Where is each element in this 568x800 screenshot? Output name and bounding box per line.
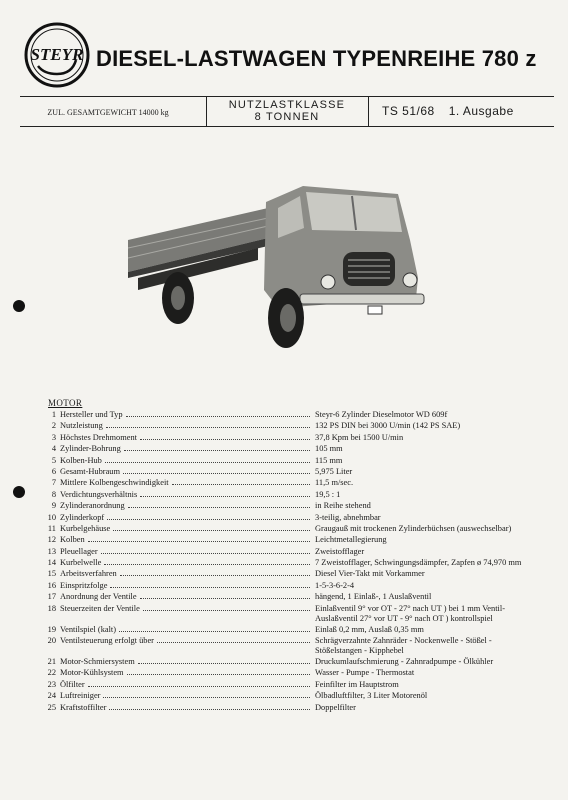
spec-label: Einspritzfolge [60, 580, 108, 590]
spec-row [40, 679, 560, 690]
spec-number: 17 [47, 592, 56, 602]
spec-label: Verdichtungsverhältnis [60, 489, 138, 499]
spec-row [40, 624, 560, 635]
ts-number: TS 51/68 [382, 104, 435, 118]
spec-number: 12 [47, 535, 56, 545]
spec-number: 21 [47, 657, 56, 667]
spec-label: Kurbelgehäuse [60, 523, 111, 533]
spec-label: Motor-Kühlsystem [60, 668, 124, 678]
spec-number: 22 [47, 668, 56, 678]
spec-label: Arbeitsverfahren [60, 569, 117, 579]
spec-value-continued: Auslaßventil 27° vor UT - 9° nach OT ) kontrollspiel [315, 613, 493, 623]
header-rule-bottom [20, 126, 554, 127]
spec-label: Gesamt-Hubraum [60, 466, 121, 476]
spec-value-continued: Stößelstangen - Kipphebel [315, 646, 404, 656]
spec-row [40, 500, 560, 511]
leader-dots [110, 587, 310, 588]
spec-value: Druckumlaufschmierung - Zahnradpumpe - Ölkühler [315, 657, 494, 667]
spec-row [40, 557, 560, 568]
spec-label: Kolben [60, 535, 85, 545]
punch-hole [13, 486, 25, 498]
leader-dots [143, 610, 310, 611]
leader-dots [113, 530, 310, 531]
spec-row [40, 534, 560, 545]
spec-value: 11,5 m/sec. [315, 478, 354, 488]
spec-value: Zweistofflager [315, 546, 365, 556]
payload-class-title: NUTZLASTKLASSE [228, 99, 346, 111]
spec-number: 14 [47, 558, 56, 568]
spec-number: 18 [47, 603, 56, 613]
spec-list [40, 409, 560, 713]
spec-row [40, 443, 560, 454]
spec-value: Einlaßventil 9° vor OT - 27° nach UT ) bei 1 mm Ventil- [315, 603, 505, 613]
leader-dots [126, 416, 310, 417]
spec-label: Höchstes Drehmoment [60, 432, 137, 442]
spec-value: Steyr-6 Zylinder Dieselmotor WD 609f [315, 410, 448, 419]
spec-number: 25 [47, 702, 56, 712]
spec-number: 13 [47, 546, 56, 556]
spec-number: 9 [51, 501, 56, 511]
spec-value: 37,8 Kpm bei 1500 U/min [315, 432, 404, 442]
spec-value: Graugauß mit trockenen Zylinderbüchsen (auswechselbar) [315, 523, 512, 533]
spec-label: Luftreiniger [60, 691, 101, 701]
leader-dots [107, 519, 310, 520]
spec-value: 5,975 Liter [315, 466, 353, 476]
leader-dots [140, 439, 310, 440]
punch-hole [13, 300, 25, 312]
spec-number: 7 [51, 478, 56, 488]
spec-value: Feinfilter im Hauptstrom [315, 679, 399, 689]
leader-dots [157, 642, 310, 643]
spec-value: Leichtmetallegierung [315, 535, 387, 545]
spec-label: Mittlere Kolbengeschwindigkeit [60, 478, 169, 488]
spec-row [40, 690, 560, 701]
spec-value: 19,5 : 1 [315, 489, 341, 499]
spec-number: 19 [47, 624, 56, 634]
spec-value: Schrägverzahnte Zahnräder - Nockenwelle - Stößel - [315, 636, 492, 646]
spec-row [40, 409, 560, 420]
spec-label: Zylinderanordnung [60, 501, 125, 511]
spec-row [40, 603, 560, 624]
spec-row [40, 477, 560, 488]
spec-row [40, 512, 560, 523]
spec-row [40, 523, 560, 534]
spec-value: Ölbadluftfilter, 3 Liter Motorenöl [315, 691, 428, 701]
spec-row [40, 591, 560, 602]
spec-value: 132 PS DIN bei 3000 U/min (142 PS SAE) [315, 421, 461, 431]
spec-value: 3-teilig, abnehmbar [315, 512, 381, 522]
spec-row [40, 580, 560, 591]
leader-dots [88, 686, 310, 687]
spec-number: 2 [51, 421, 56, 431]
spec-label: Steuerzeiten der Ventile [60, 603, 140, 613]
leader-dots [127, 674, 310, 675]
steyr-logo [24, 22, 90, 88]
spec-row [40, 432, 560, 443]
spec-value: 115 mm [315, 455, 343, 465]
truck-photo [128, 180, 428, 360]
spec-number: 15 [47, 569, 56, 579]
spec-label: Motor-Schmiersystem [60, 657, 135, 667]
gross-weight-label: ZUL. GESAMTGEWICHT 14000 kg [47, 107, 169, 117]
leader-dots [128, 507, 310, 508]
leader-dots [105, 462, 310, 463]
spec-label: Kurbelwelle [60, 558, 102, 568]
spec-number: 5 [51, 455, 56, 465]
spec-row [40, 489, 560, 500]
ts-info [382, 97, 542, 125]
spec-number: 4 [51, 444, 56, 454]
spec-number: 1 [51, 410, 56, 419]
spec-value: 1-5-3-6-2-4 [315, 580, 355, 590]
spec-label: Hersteller und Typ [60, 410, 123, 419]
spec-number: 8 [51, 489, 56, 499]
leader-dots [140, 598, 310, 599]
leader-dots [109, 709, 310, 710]
spec-label: Zylinderkopf [60, 512, 105, 522]
spec-number: 3 [51, 432, 56, 442]
spec-row [40, 656, 560, 667]
spec-row [40, 702, 560, 713]
leader-dots [104, 564, 310, 565]
spec-value: Doppelfilter [315, 702, 356, 712]
spec-label: Nutzleistung [60, 421, 103, 431]
leader-dots [101, 553, 310, 554]
leader-dots [119, 631, 310, 632]
divider [368, 97, 369, 127]
spec-number: 6 [51, 466, 56, 476]
spec-label: Zylinder-Bohrung [60, 444, 121, 454]
spec-number: 10 [47, 512, 56, 522]
spec-row [40, 568, 560, 579]
spec-row [40, 466, 560, 477]
leader-dots [140, 496, 310, 497]
leader-dots [103, 697, 310, 698]
spec-label: Anordnung der Ventile [60, 592, 137, 602]
leader-dots [106, 427, 310, 428]
spec-number: 24 [47, 691, 56, 701]
spec-number: 20 [47, 636, 56, 646]
spec-number: 23 [47, 679, 56, 689]
spec-number: 11 [47, 523, 56, 533]
spec-label: Kolben-Hub [60, 455, 102, 465]
leader-dots [172, 484, 310, 485]
spec-row [40, 635, 560, 656]
spec-row [40, 546, 560, 557]
edition-label: 1. Ausgabe [448, 104, 514, 118]
leader-dots [124, 450, 310, 451]
spec-value: hängend, 1 Einlaß-, 1 Auslaßventil [315, 592, 432, 602]
divider [206, 97, 207, 127]
leader-dots [138, 663, 310, 664]
spec-row [40, 455, 560, 466]
spec-value: Wasser - Pumpe - Thermostat [315, 668, 415, 678]
spec-label: Kraftstoffilter [60, 702, 107, 712]
spec-value: Einlaß 0,2 mm, Auslaß 0,35 mm [315, 624, 424, 634]
spec-value: Diesel Vier-Takt mit Vorkammer [315, 569, 425, 579]
spec-value: 105 mm [315, 444, 343, 454]
spec-label: Ölfilter [60, 679, 85, 689]
page-title: DIESEL-LASTWAGEN TYPENREIHE 780 z [96, 46, 537, 71]
spec-number: 16 [47, 580, 56, 590]
spec-value: in Reihe stehend [315, 501, 371, 511]
spec-label: Ventilspiel (kalt) [60, 624, 117, 634]
logo-text: STEYR [30, 45, 84, 64]
section-title-motor: MOTOR [48, 398, 83, 408]
leader-dots [120, 575, 310, 576]
spec-value: 7 Zweistofflager, Schwingungsdämpfer, Zapfen ø 74,970 mm [315, 558, 522, 568]
spec-label: Pleuellager [60, 546, 98, 556]
spec-row [40, 420, 560, 431]
spec-label: Ventilsteuerung erfolgt über [60, 636, 154, 646]
payload-class [212, 97, 362, 125]
spec-row [40, 667, 560, 678]
leader-dots [88, 541, 310, 542]
payload-class-tonnage: 8 TONNEN [254, 111, 320, 123]
leader-dots [123, 473, 310, 474]
